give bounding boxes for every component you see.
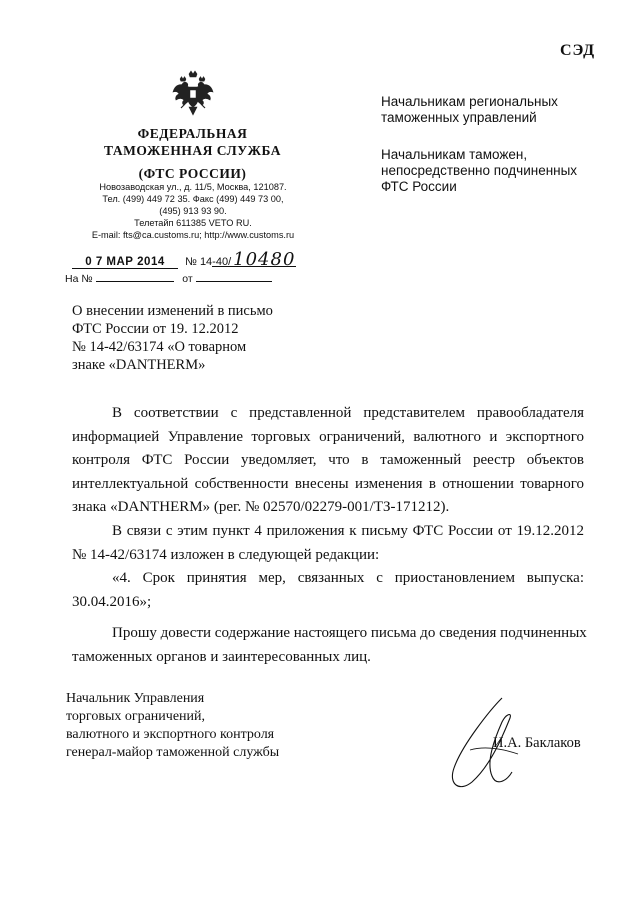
organization-name-line-2: ТАМОЖЕННАЯ СЛУЖБА: [104, 143, 281, 158]
body-line: «4. Срок принятия мер, связанных с приостановлением выпуска:: [112, 570, 584, 587]
subject-line: знаке «DANTHERM»: [72, 357, 206, 373]
addressee-line: Начальникам региональных: [381, 94, 558, 109]
body-line: контроля ФТС России уведомляет, что в таможенный реестр объектов: [72, 452, 584, 469]
contact-email: E-mail: fts@ca.customs.ru; http://www.customs.ru: [91, 230, 295, 240]
reference-number-label: На №: [65, 273, 93, 285]
addressee-customs: [381, 147, 601, 195]
registration-number-underline: [212, 266, 296, 267]
body-line: знака «DANTHERM» (рег. № 02570/02279-001/ТЗ-171212).: [72, 499, 450, 516]
body-line: Прошу довести содержание настоящего письма до сведения подчиненных: [112, 625, 587, 642]
subject-line: № 14-42/63174 «О товарном: [72, 339, 247, 355]
contact-phone: Тел. (499) 449 72 35. Факс (499) 449 73 00,: [102, 194, 284, 204]
contact-teletype: Телетайп 611385 VETO RU.: [134, 218, 252, 228]
addressee-line: Начальникам таможен,: [381, 147, 528, 162]
signer-name: И.А. Баклаков: [493, 735, 581, 751]
reference-line: [65, 271, 272, 285]
body-line: интеллектуальной собственности внесены изменения в отношении товарного: [72, 475, 584, 492]
signatory-position: [66, 690, 346, 762]
registration-number-label: №: [185, 256, 197, 268]
letter-subject: [72, 302, 302, 374]
addressee-line: ФТС России: [381, 179, 457, 194]
subject-line: ФТС России от 19. 12.2012: [72, 321, 239, 337]
organization-contacts: [68, 181, 318, 241]
contact-address: Новозаводская ул., д. 11/5, Москва, 121087.: [99, 182, 287, 192]
addressee-line: непосредственно подчиненных: [381, 163, 578, 178]
registration-number-prefix: 14-40/: [199, 256, 232, 268]
position-line: Начальник Управления: [66, 691, 205, 706]
sed-mark: СЭД: [560, 42, 596, 59]
organization-abbreviation: (ФТС РОССИИ): [138, 166, 247, 181]
addressee-regional: [381, 94, 601, 126]
body-line: В соответствии с представленной представителем правообладателя: [112, 405, 584, 421]
position-line: валютного и экспортного контроля: [66, 727, 275, 742]
reference-date-blank: [196, 271, 272, 282]
addressee-line: таможенных управлений: [381, 110, 537, 125]
russian-coat-of-arms-icon: [172, 70, 214, 116]
registration-date: 0 7 МАР 2014: [72, 256, 178, 269]
body-line: В связи с этим пункт 4 приложения к письму ФТС России от 19.12.2012: [112, 522, 584, 539]
organization-name: [90, 125, 295, 182]
registration-number-handwritten: 10480: [233, 249, 296, 270]
position-line: торговых ограничений,: [66, 709, 206, 724]
position-line: генерал-майор таможенной службы: [66, 745, 280, 760]
organization-name-line-1: ФЕДЕРАЛЬНАЯ: [137, 126, 248, 141]
contact-phone-2: (495) 913 93 90.: [159, 206, 227, 216]
reference-from-label: от: [182, 273, 193, 285]
body-line: таможенных органов и заинтересованных лиц.: [72, 648, 371, 665]
body-line: 30.04.2016»;: [72, 593, 152, 610]
body-line: № 14-42/63174 изложен в следующей редакции:: [72, 546, 380, 563]
body-line: информацией Управление торговых ограничений, валютного и экспортного: [72, 428, 584, 445]
subject-line: О внесении изменений в письмо: [72, 303, 273, 319]
letter-body: [72, 402, 587, 670]
reference-number-blank: [96, 271, 174, 282]
